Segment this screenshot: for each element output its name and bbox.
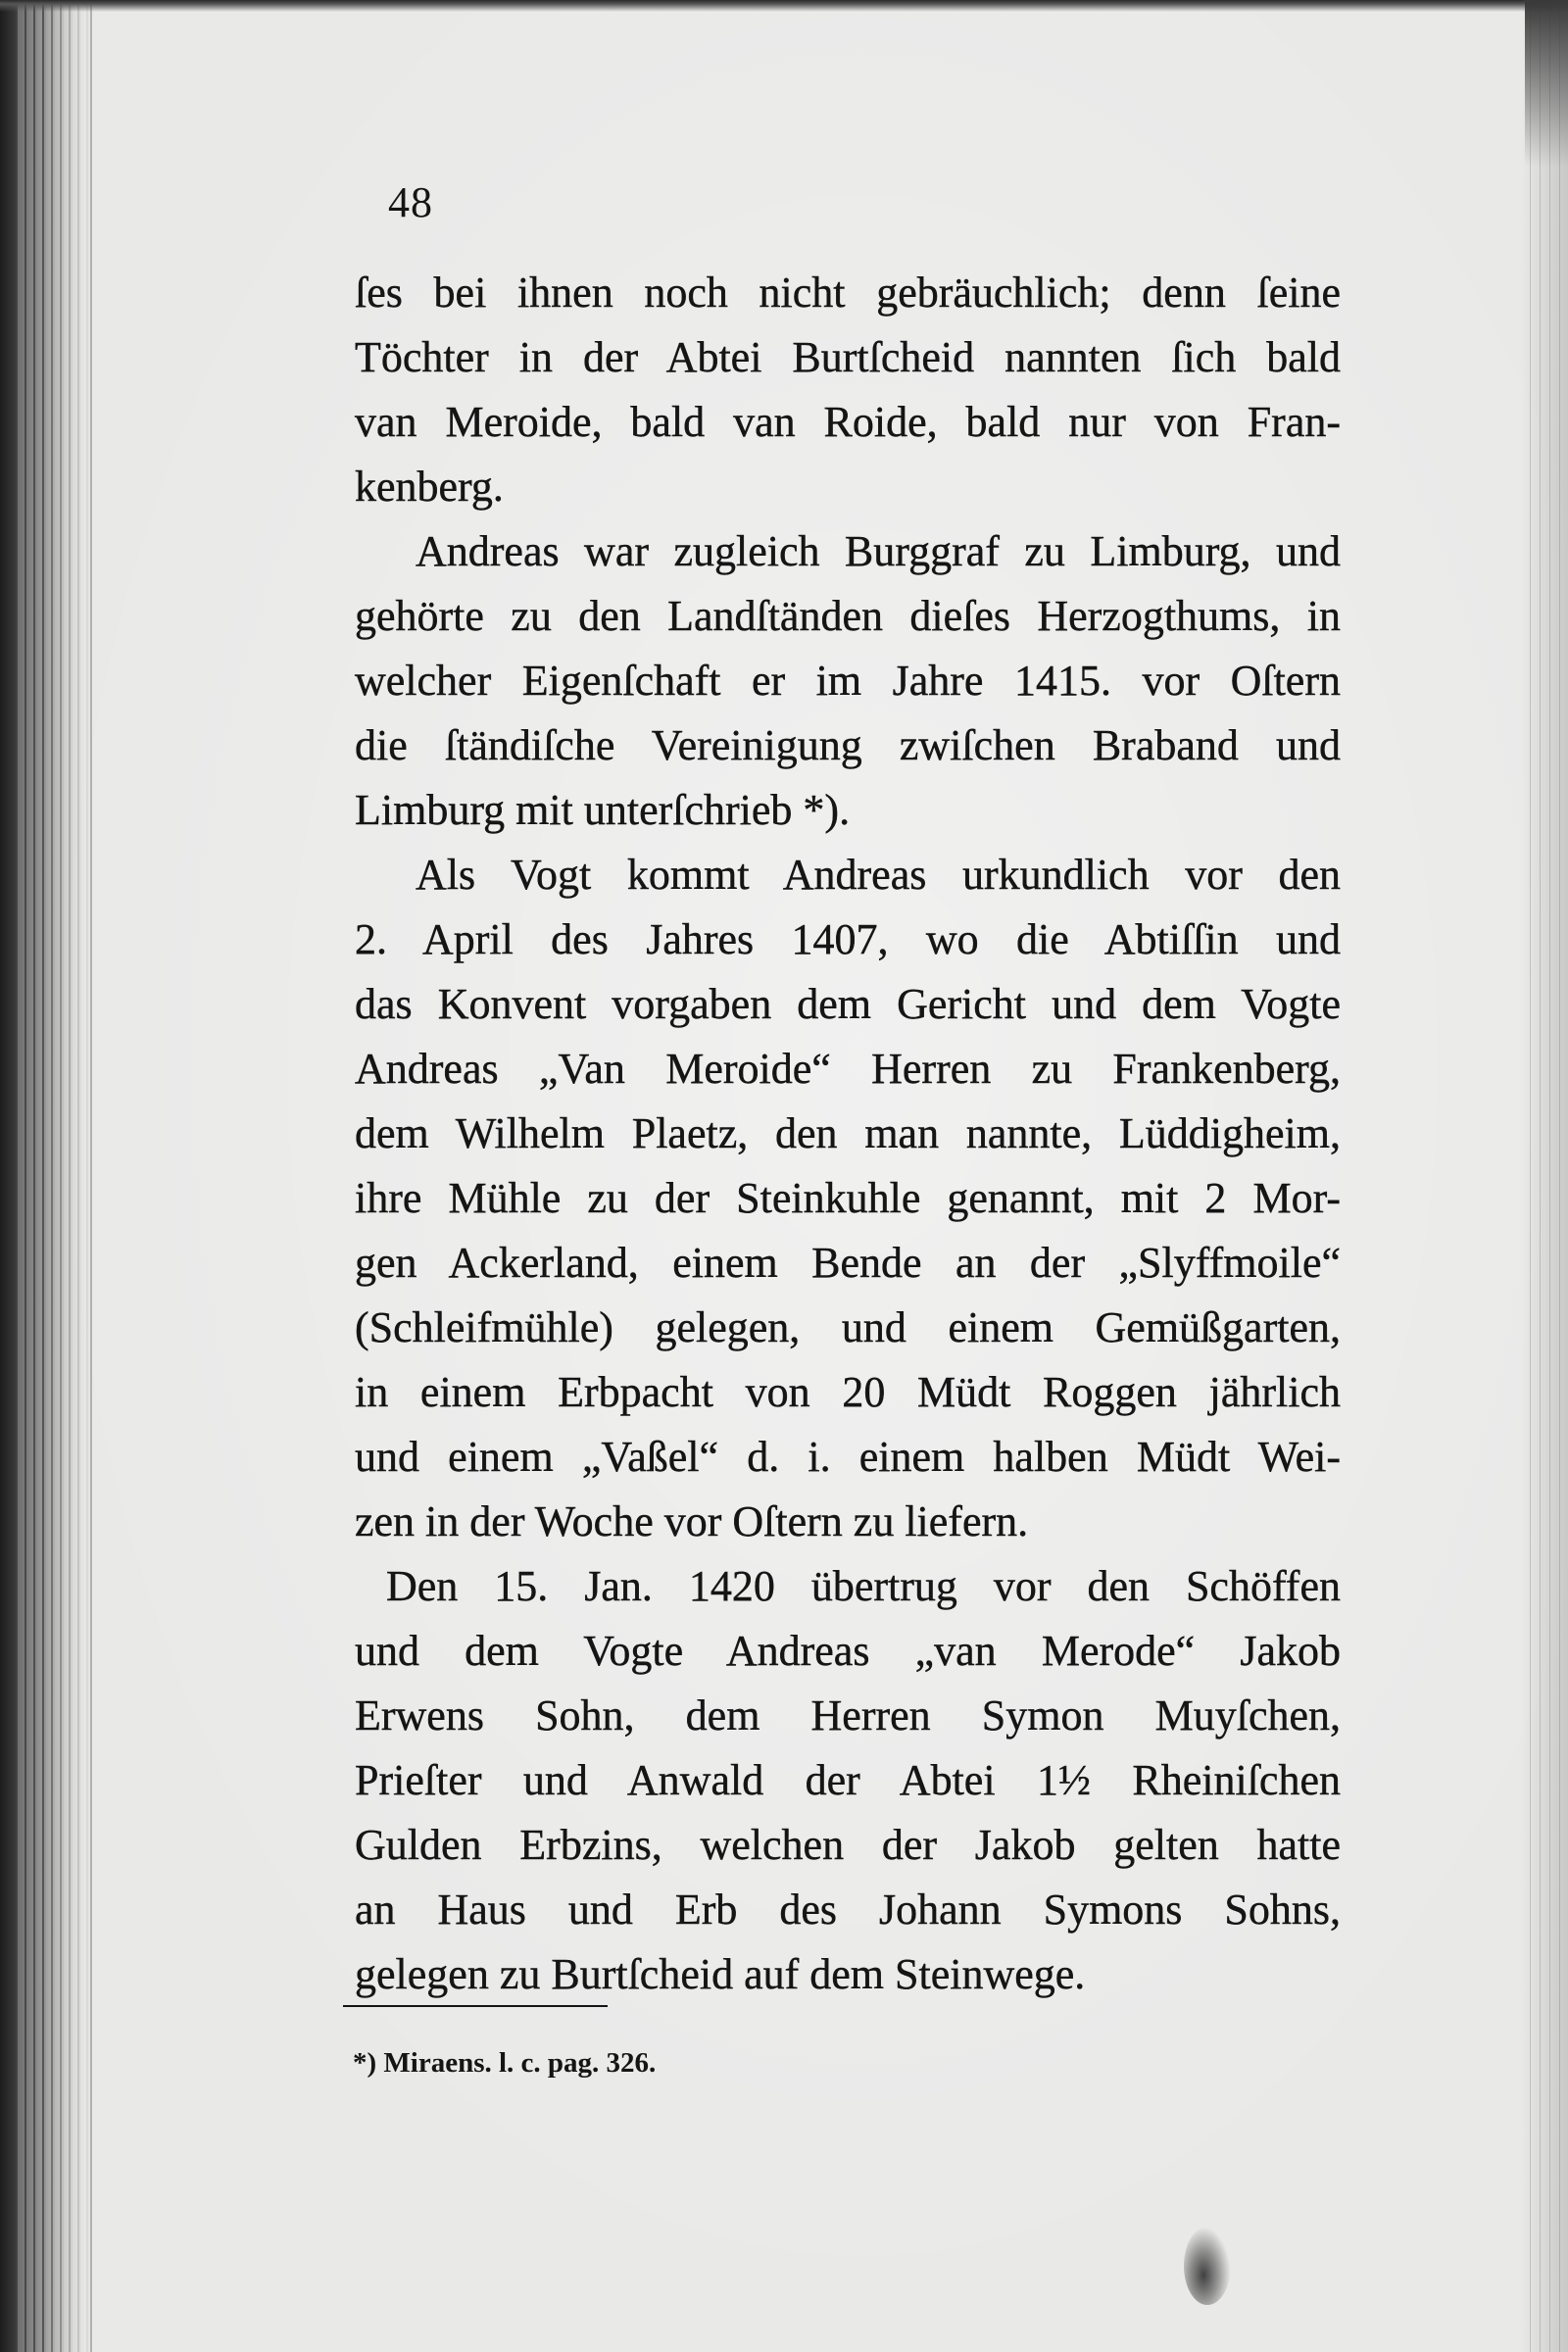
text-line: Töchter in der Abtei Burtſcheid nannten ſich bald <box>355 333 1341 381</box>
right-top-corner-shadow <box>1525 0 1568 167</box>
text-line: gelegen zu Burtſcheid auf dem Steinwege. <box>355 1950 1086 1998</box>
text-line: die ſtändiſche Vereinigung zwiſchen Braband und <box>355 721 1341 769</box>
page-number: 48 <box>388 178 433 226</box>
text-line: Limburg mit unterſchrieb *). <box>355 786 851 834</box>
text-line: und einem „Vaßel“ d. i. einem halben Müdt Wei- <box>355 1433 1341 1481</box>
text-line: Andreas war zugleich Burggraf zu Limburg, und <box>416 527 1341 575</box>
paragraph <box>355 1554 1341 2007</box>
text-line: Gulden Erbzins, welchen der Jakob gelten hatte <box>355 1821 1341 1869</box>
text-line: Prieſter und Anwald der Abtei 1½ Rheiniſchen <box>355 1756 1341 1804</box>
text-line: und dem Vogte Andreas „van Merode“ Jakob <box>355 1627 1341 1675</box>
text-line: welcher Eigenſchaft er im Jahre 1415. vor Oſtern <box>355 657 1341 705</box>
text-line: van Meroide, bald van Roide, bald nur von Fran- <box>355 398 1341 446</box>
right-edge-shadow <box>1521 0 1568 2352</box>
paragraph <box>355 843 1341 1554</box>
text-line: 2. April des Jahres 1407, wo die Abtiſſin und <box>355 915 1341 963</box>
text-line: gehörte zu den Landſtänden dieſes Herzogthums, in <box>355 592 1341 640</box>
text-line: an Haus und Erb des Johann Symons Sohns, <box>355 1886 1341 1934</box>
top-edge-shadow <box>0 0 1568 12</box>
text-line: ihre Mühle zu der Steinkuhle genannt, mit 2 Mor- <box>355 1174 1341 1222</box>
paragraph <box>355 261 1341 519</box>
body-text <box>355 261 1341 2007</box>
gutter-streaks <box>16 0 94 2352</box>
text-line: in einem Erbpacht von 20 Müdt Roggen jährlich <box>355 1368 1341 1416</box>
text-line: dem Wilhelm Plaetz, den man nannte, Lüddigheim, <box>355 1109 1341 1157</box>
text-line: kenberg. <box>355 463 504 511</box>
footnote-rule <box>343 2005 608 2007</box>
text-line: Andreas „Van Meroide“ Herren zu Frankenberg, <box>355 1045 1341 1093</box>
text-line: Erwens Sohn, dem Herren Symon Muyſchen, <box>355 1691 1341 1740</box>
thumb-smudge <box>1184 2227 1231 2305</box>
gutter-line <box>90 0 92 2352</box>
text-line: (Schleifmühle) gelegen, und einem Gemüßgarten, <box>355 1303 1341 1351</box>
text-line: zen in der Woche vor Oſtern zu liefern. <box>355 1497 1029 1545</box>
text-line: ſes bei ihnen noch nicht gebräuchlich; denn ſeine <box>355 269 1341 317</box>
text-line: Den 15. Jan. 1420 übertrug vor den Schöffen <box>386 1562 1341 1610</box>
footnote: *) Miraens. l. c. pag. 326. <box>353 2047 657 2079</box>
text-line: Als Vogt kommt Andreas urkundlich vor den <box>416 851 1341 899</box>
text-line: das Konvent vorgaben dem Gericht und dem Vogte <box>355 980 1341 1028</box>
binding-shadow <box>0 0 16 2352</box>
text-line: gen Ackerland, einem Bende an der „Slyffmoile“ <box>355 1239 1341 1287</box>
paragraph <box>355 519 1341 843</box>
